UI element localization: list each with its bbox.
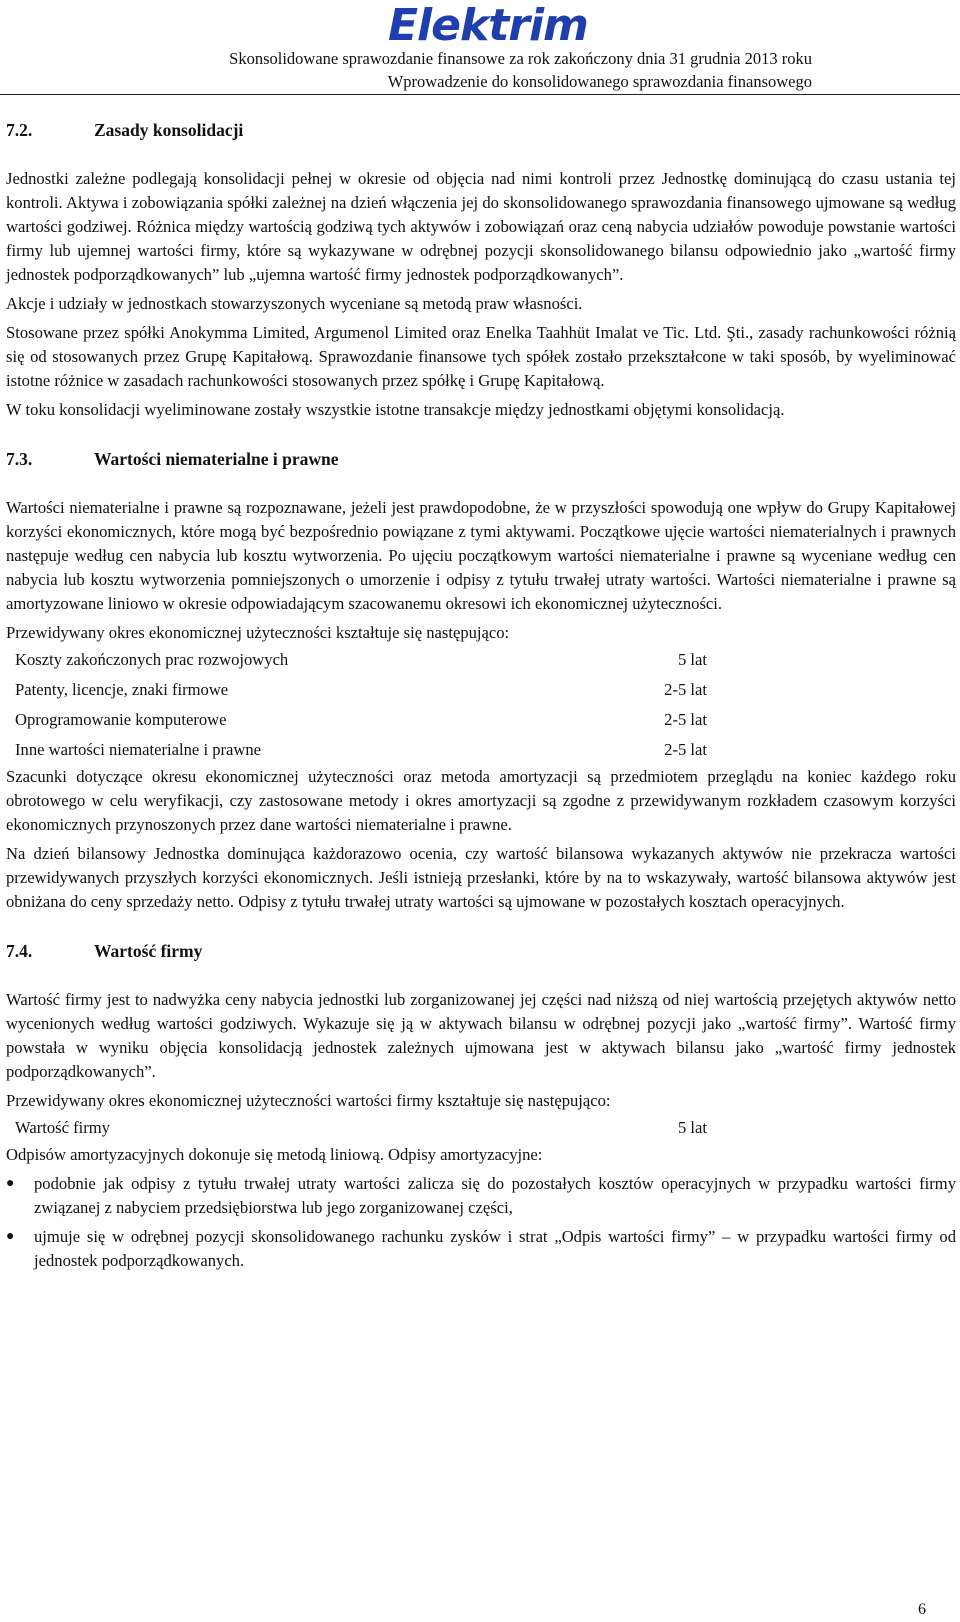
table-cell-category: Koszty zakończonych prac rozwojowych bbox=[15, 650, 289, 669]
company-logo: Elektrim bbox=[388, 0, 588, 51]
bullet-icon: ● bbox=[6, 1176, 15, 1191]
useful-life-table bbox=[15, 645, 707, 765]
section-title: Wartości niematerialne i prawne bbox=[94, 449, 339, 469]
header-section-title: Wprowadzenie do konsolidowanego sprawozdania finansowego bbox=[387, 72, 812, 91]
paragraph: Akcje i udziały w jednostkach stowarzyszonych wyceniane są metodą praw własności. bbox=[6, 294, 583, 313]
table-cell-category: Patenty, licencje, znaki firmowe bbox=[15, 680, 229, 699]
document-body bbox=[6, 118, 956, 1278]
table-cell-period: 5 lat bbox=[677, 650, 707, 669]
section-heading-7-4 bbox=[6, 939, 956, 963]
paragraph: Stosowane przez spółki Anokymma Limited, Argumenol Limited oraz Enelka Taahhüt Imalat ve Tic. Ltd. Şti., zasady rachunkowości różnią się od stosowanych przez Grupę Kapitałową. Sprawozdanie finansowe tych spółek zostało przekształcone w taki sposób, by wyeliminować istotne różnice w zasadach rachunkowości stosowanych przez spółkę i Grupę Kapitałową. bbox=[6, 323, 956, 390]
paragraph: Odpisów amortyzacyjnych dokonuje się metodą liniową. Odpisy amortyzacyjne: bbox=[6, 1145, 543, 1164]
table-cell-period: 2-5 lat bbox=[664, 740, 707, 759]
paragraph: Szacunki dotyczące okresu ekonomicznej użyteczności oraz metoda amortyzacji są przedmiotem przeglądu na koniec każdego roku obrotowego w celu weryfikacji, czy zastosowane metody i okres amortyzacji są zgodne z przewidywanym rozkładem czasowym korzyści ekonomicznych przynoszonych przez dane wartości niematerialne i prawne. bbox=[6, 767, 956, 834]
section-heading-7-3 bbox=[6, 447, 956, 471]
paragraph: Na dzień bilansowy Jednostka dominująca każdorazowo ocenia, czy wartość bilansowa wykazanych aktywów nie przekracza wartości przewidywanych przyszłych korzyści ekonomicznych. Jeśli istnieją przesłanki, które by na to wskazywały, wartość bilansowa aktywów jest obniżana do ceny sprzedaży netto. Odpisy z tytułu trwałej utraty wartości są ujmowane w pozostałych kosztach operacyjnych. bbox=[6, 844, 956, 911]
section-title: Wartość firmy bbox=[94, 941, 203, 961]
section-heading-7-2 bbox=[6, 118, 956, 142]
paragraph: Wartość firmy jest to nadwyżka ceny nabycia jednostki lub zorganizowanej jej części nad niższą od niej wartością przejętych aktywów netto wycenionych według wartości godziwych. Wykazuje się ją w aktywach bilansu w odrębnej pozycji jako „wartość firmy”. Wartość firmy powstała w wyniku objęcia konsolidacją jednostek zależnych ujmowana jest w aktywach bilansu jako „wartość firmy jednostek podporządkowanych”. bbox=[6, 990, 956, 1081]
section-number: 7.2. bbox=[6, 120, 33, 140]
section-number: 7.3. bbox=[6, 449, 33, 469]
section-number: 7.4. bbox=[6, 941, 33, 961]
paragraph: Wartości niematerialne i prawne są rozpoznawane, jeżeli jest prawdopodobne, że w przyszłości spowodują one wpływ do Grupy Kapitałowej korzyści ekonomicznych, które mogą być bezpośrednio powiązane z tymi aktywami. Początkowe ujęcie wartości niematerialnych i prawnych następuje według cen nabycia lub kosztu wytworzenia. Po ujęciu początkowym wartości niematerialne i prawne są wyceniane według cen nabycia lub kosztu wytworzenia pomniejszonych o umorzenie i odpisy z tytułu trwałej utraty wartości. Wartości niematerialne i prawne są amortyzowane liniowo w okresie odpowiadającym szacowanemu okresowi ich ekonomicznej użyteczności. bbox=[6, 498, 956, 613]
table-row bbox=[15, 1113, 707, 1143]
page-header bbox=[0, 0, 960, 100]
table-cell-category: Wartość firmy bbox=[15, 1118, 110, 1137]
paragraph: Przewidywany okres ekonomicznej użyteczności kształtuje się następująco: bbox=[6, 623, 510, 642]
paragraph: W toku konsolidacji wyeliminowane zostały wszystkie istotne transakcje między jednostkami objętymi konsolidacją. bbox=[6, 400, 785, 419]
page-number: 6 bbox=[918, 1601, 926, 1618]
table-cell-period: 5 lat bbox=[677, 1118, 707, 1137]
header-divider bbox=[0, 94, 960, 95]
bullet-list bbox=[6, 1172, 956, 1273]
table-row bbox=[15, 735, 707, 765]
goodwill-life-table bbox=[15, 1113, 707, 1143]
table-cell-category: Oprogramowanie komputerowe bbox=[15, 710, 227, 729]
table-row bbox=[15, 675, 707, 705]
table-row bbox=[15, 705, 707, 735]
table-cell-period: 2-5 lat bbox=[664, 680, 707, 699]
list-item: ● ujmuje się w odrębnej pozycji skonsolidowanego rachunku zysków i strat „Odpis wartości firmy” – w przypadku wartości firmy od jednostek podporządkowanych. bbox=[6, 1227, 956, 1270]
paragraph: Przewidywany okres ekonomicznej użyteczności wartości firmy kształtuje się następująco: bbox=[6, 1091, 611, 1110]
table-cell-period: 2-5 lat bbox=[664, 710, 707, 729]
table-row bbox=[15, 645, 707, 675]
table-cell-category: Inne wartości niematerialne i prawne bbox=[15, 740, 262, 759]
paragraph: Jednostki zależne podlegają konsolidacji pełnej w okresie od objęcia nad nimi kontroli przez Jednostkę dominującą do czasu ustania tej kontroli. Aktywa i zobowiązania spółki zależnej na dzień włączenia jej do skonsolidowanego sprawozdania finansowego ujmowane są według wartości godziwej. Różnica między wartością godziwą tych aktywów i zobowiązań oraz ceną nabycia udziałów powoduje powstanie wartości firmy lub ujemnej wartości firmy, które są wykazywane w odrębnej pozycji skonsolidowanego bilansu odpowiednio jako „wartość firmy jednostek podporządkowanych” lub „ujemna wartość firmy jednostek podporządkowanych”. bbox=[6, 169, 956, 284]
section-title: Zasady konsolidacji bbox=[94, 120, 244, 140]
bullet-icon: ● bbox=[6, 1229, 15, 1244]
header-report-title: Skonsolidowane sprawozdanie finansowe za rok zakończony dnia 31 grudnia 2013 roku bbox=[229, 49, 812, 68]
list-item: ● podobnie jak odpisy z tytułu trwałej utraty wartości zalicza się do pozostałych kosztów operacyjnych w przypadku wartości firmy związanej z nabyciem przedsiębiorstwa lub jego zorganizowanej części, bbox=[6, 1174, 956, 1217]
